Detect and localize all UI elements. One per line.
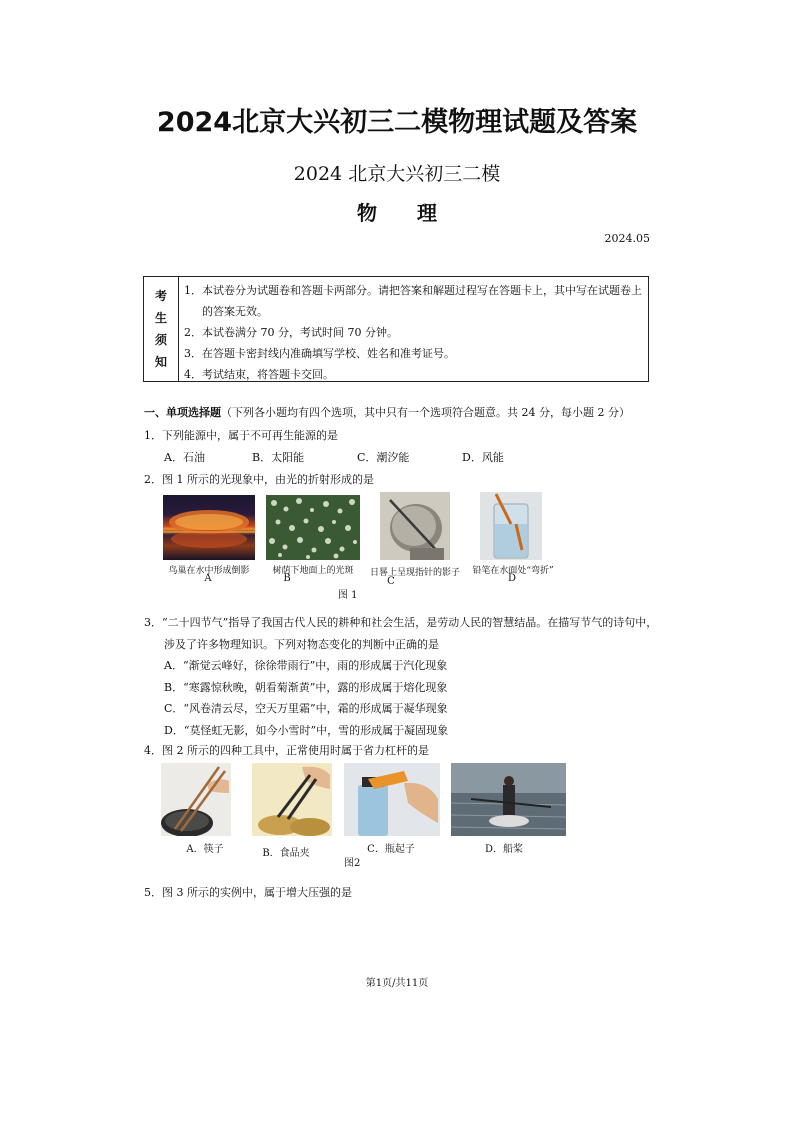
question-3-option-b: B．“寒露惊秋晚，朝看菊渐黄”中，露的形成属于熔化现象 xyxy=(164,681,448,694)
figure-1-caption-d: 铅笔在水面处“弯折” xyxy=(472,566,554,576)
notice-label-char: 考 xyxy=(154,289,167,303)
boat-oar-photo xyxy=(451,763,566,836)
section-title: 一、单项选择题 xyxy=(144,406,221,419)
figure-1-label: 图 1 xyxy=(338,590,358,601)
subject-char-2: 理 xyxy=(417,201,437,225)
notice-item-continued: 的答案无效。 xyxy=(202,305,268,318)
figure-2-label: 图2 xyxy=(344,858,361,869)
figure-2-caption-d: D．船桨 xyxy=(484,844,524,855)
pencil-in-water-photo xyxy=(480,492,542,560)
section-description: （下列各小题均有四个选项，其中只有一个选项符合题意。共 24 分，每小题 2 分） xyxy=(221,406,630,419)
question-3-option-c: C．“风卷清云尽，空天万里霜”中，霜的形成属于凝华现象 xyxy=(164,702,448,715)
figure-1-letter-d: D xyxy=(507,573,517,584)
question-3-option-a: A．“渐觉云峰好，徐徐带雨行”中，雨的形成属于汽化现象 xyxy=(164,659,448,672)
subject-char-1: 物 xyxy=(357,201,377,225)
figure-1-caption-c: 日晷上呈现指针的影子 xyxy=(369,568,460,578)
notice-item: 2．本试卷满分 70 分，考试时间 70 分钟。 xyxy=(184,326,398,339)
subject-heading xyxy=(0,197,794,226)
question-3-stem-line-2: 涉及了许多物理知识。下列对物态变化的判断中正确的是 xyxy=(164,638,439,651)
food-tongs-photo xyxy=(252,763,332,836)
question-1-option-b: B．太阳能 xyxy=(252,451,305,464)
figure-1-letter-a: A xyxy=(204,573,212,584)
figure-2-caption-b: B．食品夹 xyxy=(262,848,310,859)
question-1-option-a: A．石油 xyxy=(164,451,205,464)
question-5-stem: 5．图 3 所示的实例中，属于增大压强的是 xyxy=(144,886,352,899)
figure-1-letter-c: C xyxy=(387,576,395,587)
tree-shade-light-spots-photo xyxy=(266,495,360,560)
question-3-option-d: D．“莫怪虹无影，如今小雪时”中，雪的形成属于凝固现象 xyxy=(164,724,449,737)
notice-label-char: 知 xyxy=(154,355,167,369)
figure-1-letter-b: B xyxy=(283,573,291,584)
question-1-option-d: D．风能 xyxy=(462,451,504,464)
question-1-stem: 1．下列能源中，属于不可再生能源的是 xyxy=(144,429,338,442)
figure-2-caption-c: C．瓶起子 xyxy=(367,844,415,855)
question-3-stem-line-1: 3．“二十四节气”指导了我国古代人民的耕种和社会生活，是劳动人民的智慧结晶。在描写节气的诗句中， xyxy=(144,616,658,629)
exam-date: 2024.05 xyxy=(604,232,650,245)
figure-2-caption-a: A．筷子 xyxy=(186,844,224,855)
question-1-option-c: C．潮汐能 xyxy=(357,451,410,464)
notice-item: 3．在答题卡密封线内准确填写学校、姓名和准考证号。 xyxy=(184,347,455,360)
document-title: 2024北京大兴初三二模物理试题及答案 xyxy=(156,107,638,138)
notice-item: 4．考试结束，将答题卡交回。 xyxy=(184,368,334,381)
page-number: 第1页/共11页 xyxy=(365,978,429,989)
exam-subtitle: 2024 北京大兴初三二模 xyxy=(293,163,501,185)
chopsticks-photo xyxy=(161,763,231,836)
figure-1-caption-b: 树荫下地面上的光斑 xyxy=(272,566,354,576)
sundial-photo xyxy=(380,492,450,560)
question-2-stem: 2．图 1 所示的光现象中，由光的折射形成的是 xyxy=(144,473,374,486)
figure-1-caption-a: 鸟巢在水中形成倒影 xyxy=(168,566,250,576)
notice-label-char: 生 xyxy=(154,311,167,325)
bottle-opener-photo xyxy=(344,763,440,836)
notice-label-char: 须 xyxy=(154,333,167,347)
bird-nest-reflection-photo xyxy=(163,495,255,560)
notice-item: 1．本试卷分为试题卷和答题卡两部分。请把答案和解题过程写在答题卡上，其中写在试题卷上 xyxy=(184,284,642,297)
question-4-stem: 4．图 2 所示的四种工具中，正常使用时属于省力杠杆的是 xyxy=(144,744,429,757)
section-heading xyxy=(144,404,630,420)
notice-items xyxy=(184,280,642,385)
candidate-notice-box xyxy=(143,276,649,382)
notice-label xyxy=(144,277,179,381)
